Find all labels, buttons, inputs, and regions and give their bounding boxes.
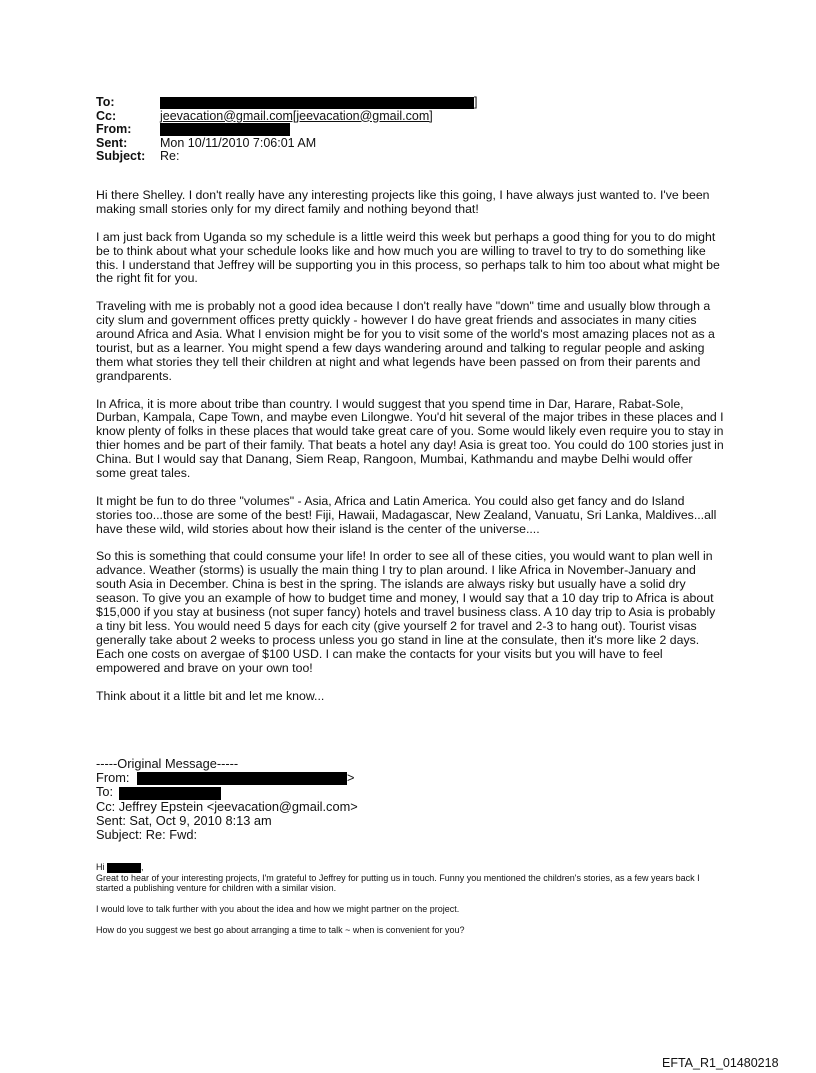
quoted-paragraph: Great to hear of your interesting projects, I'm grateful to Jeffrey for putting us in touch. Funny you mentioned the children's stories, as a few years back I started a publishing venture for children with a similar vision. [96, 872, 700, 894]
quoted-greeting: Hi [96, 862, 105, 872]
body-paragraph: Think about it a little bit and let me know... [96, 688, 325, 703]
subject-label: Subject: [96, 149, 146, 163]
email-body [96, 189, 724, 717]
body-paragraph: Hi there Shelley. I don't really have any interesting projects like this going, I have always just wanted to. I've been making small stories only for my direct family and nothing beyond that! [96, 188, 710, 216]
original-subject-line: Subject: Re: Fwd: [96, 827, 197, 843]
original-sent-line: Sent: Sat, Oct 9, 2010 8:13 am [96, 812, 272, 828]
redaction-block [137, 772, 347, 785]
original-from-trailing: > [346, 770, 355, 786]
subject-value: Re: [160, 149, 180, 163]
body-paragraph: Traveling with me is probably not a good idea because I don't really have "down" time and usually blow through a city slum and government offices pretty quickly - however I do have great friends and associates in many cities around Africa and Asia. What I envision might be for you to visit some of the world's most amazing places not as a tourist, but as a learner. You might spend a few days wandering around and talking to regular people and asking them what stories they tell their children at night and what legends have been passed on from their parents and grandparents. [96, 299, 715, 383]
original-separator: -----Original Message----- [96, 756, 239, 771]
redaction-block [160, 123, 290, 136]
document-id: EFTA_R1_01480218 [662, 1056, 779, 1070]
redaction-block [107, 863, 141, 873]
to-trailing: ] [474, 95, 478, 109]
original-to-line [96, 785, 358, 799]
quoted-paragraph: How do you suggest we best go about arranging a time to talk ~ when is convenient for you? [96, 925, 465, 936]
cc-label: Cc: [96, 108, 117, 123]
body-paragraph: In Africa, it is more about tribe than country. I would suggest that you spend time in Dar, Harare, Rabat-Sole, Durban, Kampala, Cape Town, and maybe even Lilongwe. You'd hit several of the major tribes in these places and I know plenty of folks in these places that would take great care of you. Some would likely even require you to stay in thier homes and be part of their family. That beats a hotel any day! Asia is great too. You could do 100 stories just in China. But I would say that Danang, Siem Reap, Rangoon, Mumbai, Kathmandu and maybe Delhi would offer some great tales. [96, 396, 724, 481]
quoted-message [96, 862, 726, 947]
redaction-block [119, 787, 221, 800]
original-from-line [96, 771, 358, 785]
sent-value: Mon 10/11/2010 7:06:01 AM [160, 135, 317, 150]
redaction-block [160, 97, 474, 109]
original-to-label: To: [96, 784, 114, 800]
body-paragraph: So this is something that could consume your life! In order to see all of these cities, you would want to plan well in advance. Weather (storms) is usually the main thing I try to plan around. I like Africa in November-January and south Asia in December. China is best in the spring. The islands are always risky but usually have a solid dry season. To give you an example of how to budget time and money, I would say that a 10 day trip to Africa is about $15,000 if you stay at business (not super fancy) hotels and travel business class. A 10 day trip to Asia is probably a tiny bit less. You would need 5 days for each city (give yourself 2 for travel and 2-3 to hang out). Tourist visas generally take about 2 weeks to process unless you go stand in line at the consulate, then it's more like 2 days. Each one costs on avergae of $100 USD. I can make the contacts for your visits but you will have to feel empowered and brave on your own too! [96, 549, 716, 675]
quoted-paragraph: I would love to talk further with you about the idea and how we might partner on the project. [96, 904, 460, 915]
body-paragraph: It might be fun to do three "volumes" - Asia, Africa and Latin America. You could also get fancy and do Island stories too...those are some of the best! Fiji, Hawaii, Madagascar, New Zealand, Vanuatu, Sri Lanka, Maldives...all have these wild, wild stories about how their island is the center of the universe.... [96, 493, 717, 536]
original-from-label: From: [96, 770, 130, 786]
body-paragraph: I am just back from Uganda so my schedule is a little weird this week but perhaps a good thing for you to do might be to think about what your schedule looks like and how much you are willing to travel to try to do something like this. I understand that Jeffrey will be supporting you in this process, so perhaps talk to him too about what might be the right fit for you. [96, 229, 720, 286]
original-message-header [96, 757, 358, 842]
to-label: To: [96, 95, 115, 109]
quoted-greeting-line [96, 862, 726, 873]
sent-label: Sent: [96, 135, 128, 150]
cc-value[interactable]: jeevacation@gmail.com[jeevacation@gmail.com] [160, 108, 433, 123]
quoted-greeting-trailing: , [141, 862, 144, 872]
original-cc-line: Cc: Jeffrey Epstein <jeevacation@gmail.com> [96, 798, 358, 814]
from-label: From: [96, 122, 132, 136]
